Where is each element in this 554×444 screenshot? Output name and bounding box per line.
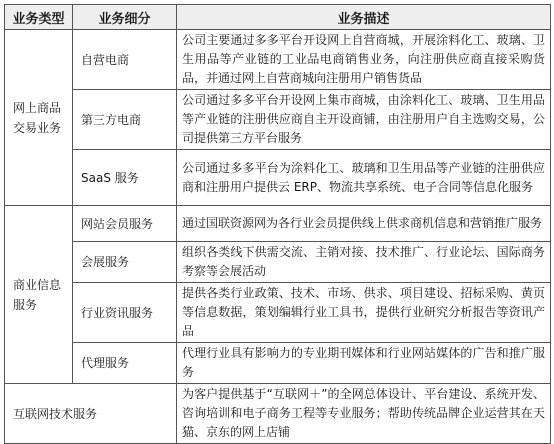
description-cell: 公司通过多多平台开设网上集市商城，由涂料化工、玻璃、卫生用品等产业链的注册供应商自主开设商铺，由注册用户自主选购交易，公司提供第三方平台服务 [177,90,551,150]
subcategory-cell: 自营电商 [73,30,177,90]
table-header-row [5,5,551,30]
table-row [5,384,551,444]
header-business-type: 业务类型 [5,5,73,30]
subcategory-cell: 第三方电商 [73,90,177,150]
category-online-trading: 网上商品交易业务 [5,30,73,206]
subcategory-cell: 行业资讯服务 [73,283,177,343]
description-cell: 公司主要通过多多平台开设网上自营商城，开展涂料化工、玻璃、卫生用品等产业链的工业品电商销售业务，向注册供应商直接采购货品，并通过网上自营商城向注册用户销售货品 [177,30,551,90]
table-row [5,283,551,343]
category-business-info: 商业信息服务 [5,206,73,384]
description-cell: 公司通过多多平台为涂料化工、玻璃和卫生用品等产业链的注册供应商和注册用户提供云 ERP、物流共享系统、电子合同等信息化服务 [177,150,551,206]
business-table [4,4,551,444]
subcategory-cell: 网站会员服务 [73,206,177,242]
table-row [5,30,551,90]
subcategory-cell: SaaS 服务 [73,150,177,206]
table-row [5,343,551,384]
category-internet-tech: 互联网技术服务 [5,384,177,444]
table-row [5,242,551,283]
subcategory-cell: 会展服务 [73,242,177,283]
table-row [5,150,551,206]
description-cell: 提供各类行业政策、技术、市场、供求、项目建设、招标采购、黄页等信息数据，策划编辑行业工具书，提供行业研究分析报告等资讯产品 [177,283,551,343]
description-cell: 为客户提供基于“互联网＋”的全网总体设计、平台建设、系统开发、咨询培训和电子商务工程等专业服务；帮助传统品牌企业运营其在天猫、京东的网上店铺 [177,384,551,444]
table-row [5,206,551,242]
header-business-description: 业务描述 [177,5,551,30]
description-cell: 代理行业具有影响力的专业期刊媒体和行业网站媒体的广告和推广服务 [177,343,551,384]
subcategory-cell: 代理服务 [73,343,177,384]
description-cell: 通过国联资源网为各行业会员提供线上供求商机信息和营销推广服务 [177,206,551,242]
header-business-subdivision: 业务细分 [73,5,177,30]
description-cell: 组织各类线下供需交流、主销对接、技术推广、行业论坛、国际商务考察等会展活动 [177,242,551,283]
table-row [5,90,551,150]
